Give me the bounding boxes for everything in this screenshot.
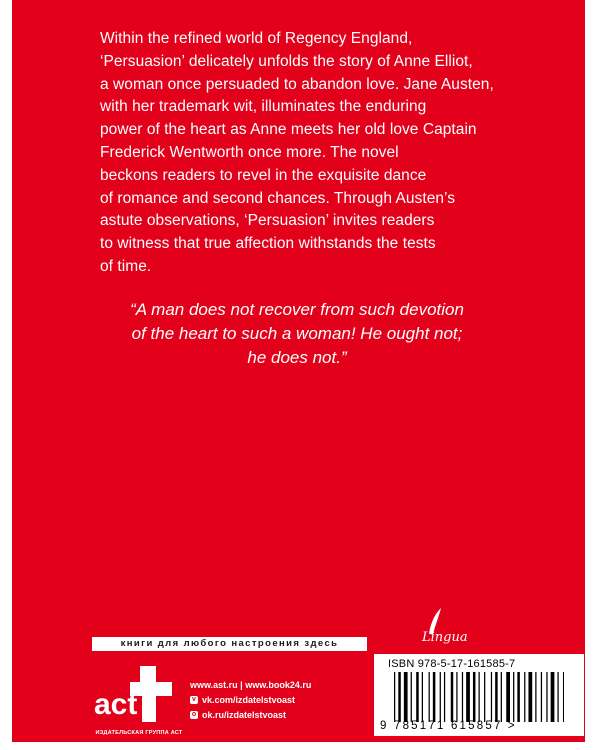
barcode [394,672,564,722]
barcode-digits: 9 785171 615857 > [380,720,517,732]
barcode-bar [551,672,555,722]
barcode-bar [398,672,401,722]
barcode-bar [495,672,498,722]
blurb-line: Within the refined world of Regency England, [100,30,413,47]
barcode-bar [528,672,532,722]
publisher-group-label: ИЗДАТЕЛЬСКАЯ ГРУППА АСТ [95,730,183,736]
quote-line: “A man does not recover from such devotion [130,300,464,319]
blurb-line: astute observations, ‘Persuasion’ invites readers [100,212,435,230]
blurb-line: to witness that true affection withstands the tests [100,235,436,253]
back-cover [12,0,585,742]
barcode-bar [404,672,408,722]
barcode-bar [535,672,536,722]
barcode-bar [479,672,480,722]
blurb-line: power of the heart as Anne meets her old love Captain [100,121,477,139]
tagline-banner: книги для любого настроения здесь [92,637,367,651]
barcode-bar [456,672,457,722]
barcode-bar [484,672,485,722]
websites-row [190,677,311,692]
blurb-line: of time. [100,257,152,275]
isbn-label: ISBN 978-5-17-161585-7 [388,658,516,670]
barcode-bar [433,672,436,722]
imprint-name: Lingua [422,630,468,645]
barcode-bar [513,672,514,722]
ok-icon: o [191,710,197,718]
blurb-line: a woman once persuaded to abandon love. Jane Austen, [100,75,494,93]
barcode-bar [411,672,412,722]
barcode-bar [506,672,510,722]
barcode-bar [394,672,395,722]
barcode-bar [491,672,492,722]
ast-logo-text: act [94,688,138,721]
barcode-bar [422,672,423,722]
ok-row [190,707,311,722]
quote-line: of the heart to such a woman! He ought not; [131,324,463,343]
barcode-bar [546,672,547,722]
quote-line: he does not.” [247,348,347,367]
barcode-bar [501,672,502,722]
barcode-bar [429,672,430,722]
barcode-bar [541,672,542,722]
barcode-bar [524,672,525,722]
websites-link[interactable]: www.ast.ru | www.book24.ru [190,679,312,690]
blurb [100,28,540,279]
barcode-box [374,654,584,736]
vk-link[interactable]: vk.com/izdatelstvoast [202,694,296,705]
quote [102,298,492,370]
vk-row [190,692,311,707]
barcode-bar [557,672,558,722]
publisher-links [190,677,311,722]
blurb-line: with her trademark wit, illuminates the enduring [100,98,427,116]
ast-logo [88,660,188,730]
barcode-bar [444,672,445,722]
blurb-line: Frederick Wentworth once more. The novel [100,143,399,161]
barcode-bar [563,672,564,722]
barcode-bar [466,672,470,722]
barcode-bar [473,672,476,722]
ok-link[interactable]: ok.ru/izdatelstvoast [202,709,287,720]
barcode-bar [517,672,520,722]
barcode-bar [462,672,463,722]
barcode-bar [440,672,441,722]
blurb-line: of romance and second chances. Through Austen’s [100,189,456,207]
blurb-line: ‘Persuasion’ delicately unfolds the story of Anne Elliot, [100,52,473,70]
blurb-line: beckons readers to revel in the exquisite dance [100,166,427,184]
barcode-bar [416,672,419,722]
barcode-bar [451,672,454,722]
vk-icon: v [190,696,198,704]
